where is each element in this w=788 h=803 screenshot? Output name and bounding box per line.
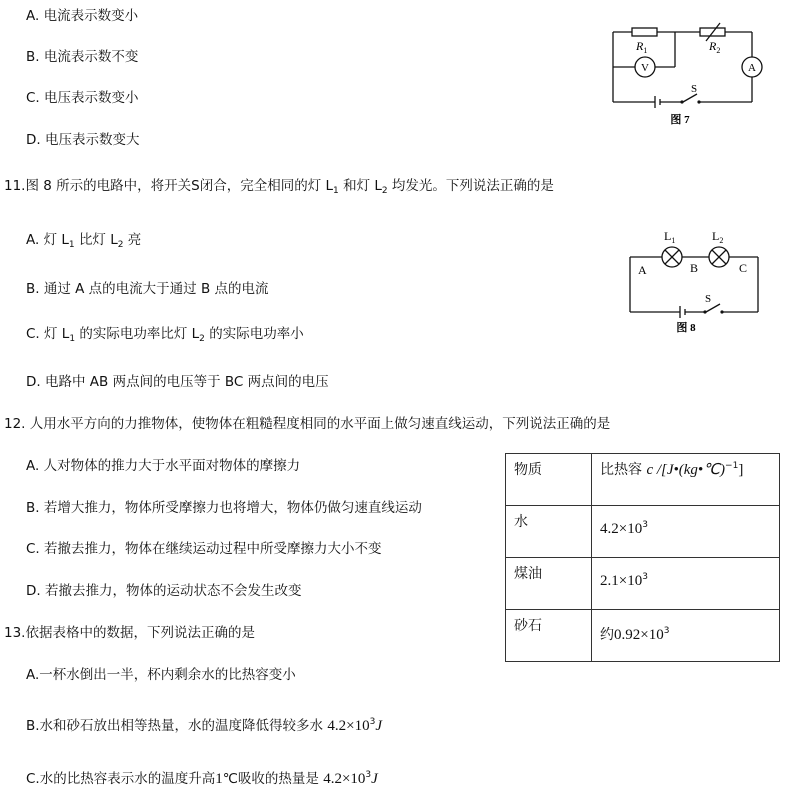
- q11-option-c: C. 灯 $L_1$ 的实际电功率比灯 $L_2$ 的实际电功率小: [26, 326, 304, 344]
- header-specific-heat: 比热容 c /[J•(kg•℃)$^{-1}$]: [592, 454, 780, 506]
- switch-label: S: [691, 83, 698, 95]
- ammeter-label: A: [748, 62, 756, 74]
- point-c-label: C: [739, 261, 748, 275]
- q10-option-d: D. 电压表示数变大: [26, 132, 140, 148]
- table-row: [506, 558, 780, 610]
- q11-option-a: A. 灯 $L_1$ 比灯 $L_2$ 亮: [26, 232, 142, 250]
- q13-stem: 13.依据表格中的数据，下列说法正确的是: [4, 625, 255, 641]
- l2-label: $L_2$: [712, 229, 724, 245]
- value-cell: $2.1\times 10^3$: [592, 558, 780, 610]
- point-b-label: B: [690, 261, 699, 275]
- figure-8-caption: 图 8: [676, 322, 696, 334]
- q10-option-b: B. 电流表示数不变: [26, 49, 139, 65]
- q13-option-a: A.一杯水倒出一半，杯内剩余水的比热容变小: [26, 667, 296, 683]
- switch-label: S: [705, 293, 712, 305]
- table-row: [506, 506, 780, 558]
- q11-option-d: D. 电路中 AB 两点间的电压等于 BC 两点间的电压: [26, 374, 329, 390]
- value-cell: $4.2\times 10^3$: [592, 506, 780, 558]
- l1-label: $L_1$: [664, 229, 676, 245]
- q10-option-c: C. 电压表示数变小: [26, 90, 139, 106]
- figure-8-circuit: [624, 224, 766, 338]
- q13-option-b: B.水和砂石放出相等热量，水的温度降低得较多水 $4.2\times 10^3J$: [26, 717, 382, 734]
- figure-7-caption: 图 7: [670, 114, 690, 126]
- value-cell: 约$0.92\times 10^3$: [592, 610, 780, 662]
- table-row: [506, 610, 780, 662]
- figure-7-circuit: [605, 20, 770, 132]
- specific-heat-table: [505, 453, 780, 662]
- q11-option-b: B. 通过 A 点的电流大于通过 B 点的电流: [26, 281, 269, 297]
- point-a-label: A: [638, 263, 647, 277]
- q12-stem: 12. 人用水平方向的力推物体，使物体在粗糙程度相同的水平面上做匀速直线运动，下列说法正确的是: [4, 416, 611, 432]
- header-material: 物质: [506, 454, 592, 506]
- q10-option-a: A. 电流表示数变小: [26, 8, 139, 24]
- voltmeter-label: V: [641, 62, 649, 74]
- q13-option-c: C.水的比热容表示水的温度升高1℃吸收的热量是 $4.2\times 10^3J$: [26, 770, 378, 787]
- r1-label: $R_1$: [636, 39, 648, 55]
- q12-option-a: A. 人对物体的推力大于水平面对物体的摩擦力: [26, 458, 301, 474]
- q12-option-b: B. 若增大推力，物体所受摩擦力也将增大，物体仍做匀速直线运动: [26, 500, 422, 516]
- q11-stem: 11.图 8 所示的电路中，将开关S闭合，完全相同的灯 $L_1$ 和灯 $L_2$ 均发光。下列说法正确的是: [4, 178, 554, 196]
- q12-option-d: D. 若撤去推力，物体的运动状态不会发生改变: [26, 583, 302, 599]
- material-cell: 水: [506, 506, 592, 558]
- q12-option-c: C. 若撤去推力，物体在继续运动过程中所受摩擦力大小不变: [26, 541, 382, 557]
- r2-label: $R_2$: [709, 39, 721, 55]
- material-cell: 煤油: [506, 558, 592, 610]
- table-header-row: [506, 454, 780, 506]
- material-cell: 砂石: [506, 610, 592, 662]
